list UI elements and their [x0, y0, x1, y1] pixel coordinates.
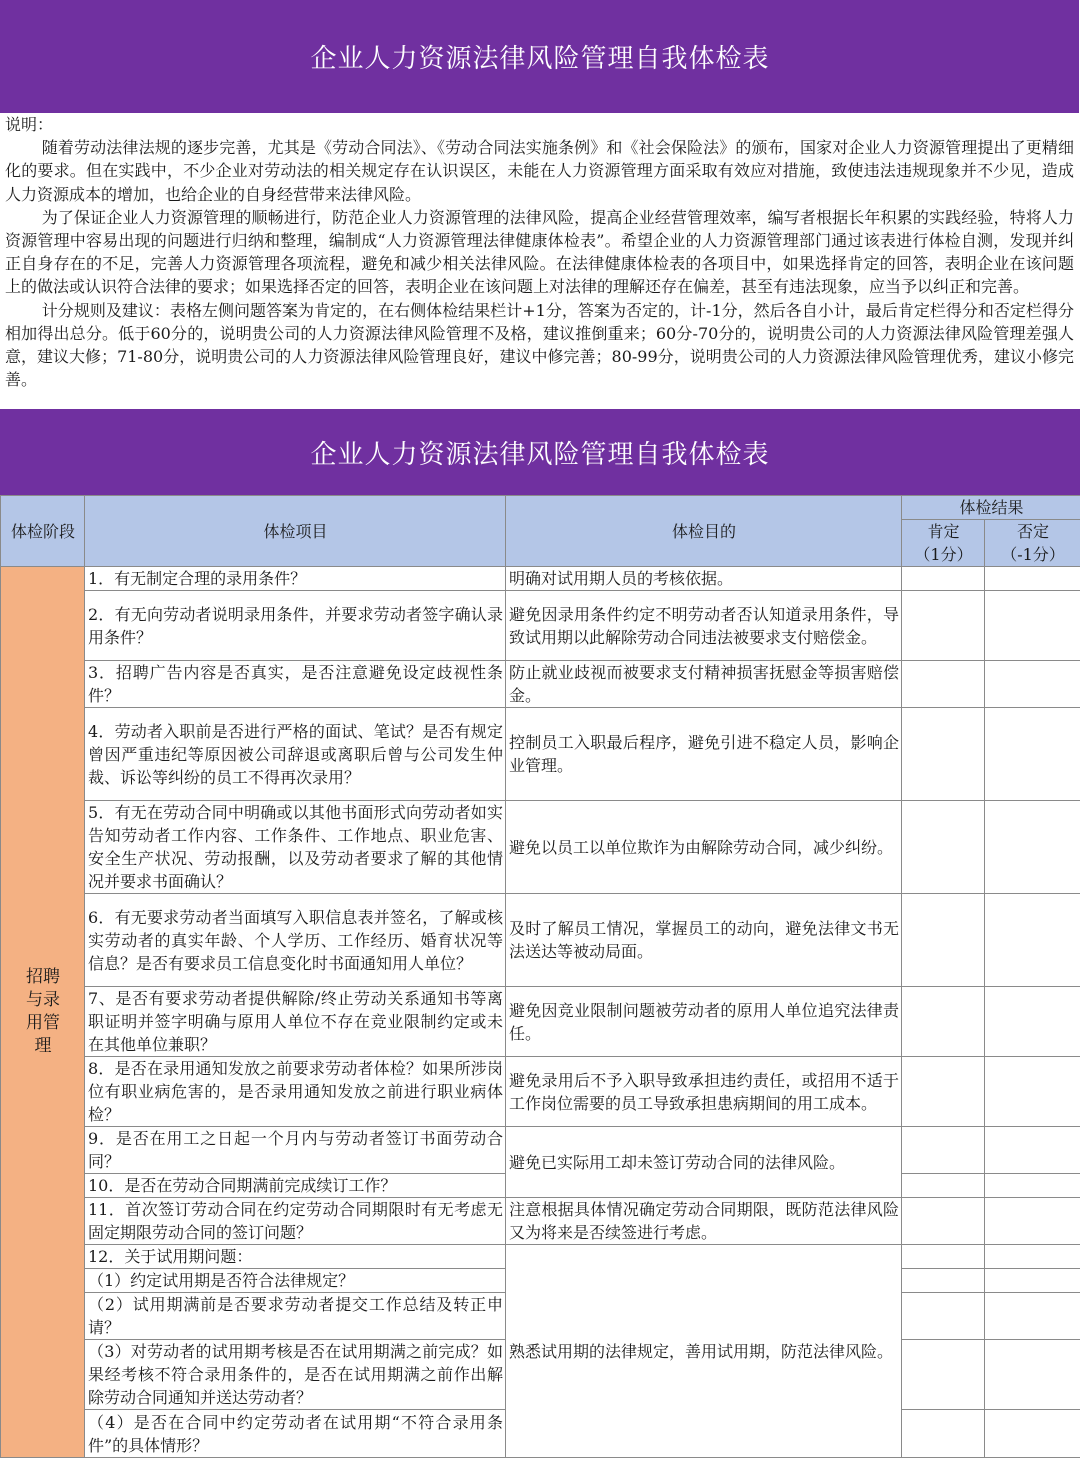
table-row	[1, 591, 1080, 661]
negative-score-cell[interactable]	[985, 1057, 1080, 1127]
item-cell: 2．有无向劳动者说明录用条件，并要求劳动者签字确认录用条件？	[85, 591, 506, 661]
negative-score-cell[interactable]	[985, 1245, 1080, 1269]
purpose-cell: 及时了解员工情况，掌握员工的动向，避免法律文书无法送达等被动局面。	[506, 894, 902, 987]
table-row	[1, 661, 1080, 708]
negative-score-cell[interactable]	[985, 1410, 1080, 1458]
header-item: 体检项目	[85, 496, 506, 567]
positive-score-cell[interactable]	[902, 708, 985, 801]
positive-score-cell[interactable]	[902, 1174, 985, 1198]
table-row	[1, 1057, 1080, 1127]
item-cell: 11．首次签订劳动合同在约定劳动合同期限时有无考虑无固定期限劳动合同的签订问题？	[85, 1198, 506, 1245]
item-cell: （3）对劳动者的试用期考核是否在试用期满之前完成？如果经考核不符合录用条件的，是否在试用期满之前作出解除劳动合同通知并送达劳动者？	[85, 1340, 506, 1410]
negative-score-cell[interactable]	[985, 708, 1080, 801]
page-title: 企业人力资源法律风险管理自我体检表	[310, 38, 769, 75]
purpose-cell: 注意根据具体情况确定劳动合同期限，既防范法律风险又为将来是否续签进行考虑。	[506, 1198, 902, 1245]
positive-score-cell[interactable]	[902, 894, 985, 987]
header-positive-name: 肯定	[905, 520, 982, 543]
instructions-section	[0, 113, 1080, 409]
negative-score-cell[interactable]	[985, 661, 1080, 708]
header-positive	[902, 520, 985, 567]
purpose-cell: 明确对试用期人员的考核依据。	[506, 567, 902, 591]
item-cell: （1）约定试用期是否符合法律规定？	[85, 1269, 506, 1293]
negative-score-cell[interactable]	[985, 1174, 1080, 1198]
header-negative-name: 否定	[988, 520, 1078, 543]
positive-score-cell[interactable]	[902, 567, 985, 591]
negative-score-cell[interactable]	[985, 987, 1080, 1057]
positive-score-cell[interactable]	[902, 661, 985, 708]
purpose-cell: 避免已实际用工却未签订劳动合同的法律风险。	[506, 1127, 902, 1198]
purpose-cell: 避免录用后不予入职导致承担违约责任，或招用不适于工作岗位需要的员工导致承担患病期间的用工成本。	[506, 1057, 902, 1127]
item-cell: 8．是否在录用通知发放之前要求劳动者体检？如果所涉岗位有职业病危害的，是否录用通知发放之前进行职业病体检？	[85, 1057, 506, 1127]
instructions-label: 说明：	[5, 113, 1074, 136]
negative-score-cell[interactable]	[985, 1340, 1080, 1410]
item-cell: 5．有无在劳动合同中明确或以其他书面形式向劳动者如实告知劳动者工作内容、工作条件、工作地点、职业危害、安全生产状况、劳动报酬，以及劳动者要求了解的其他情况并要求书面确认？	[85, 801, 506, 894]
positive-score-cell[interactable]	[902, 591, 985, 661]
positive-score-cell[interactable]	[902, 1057, 985, 1127]
stage-cell	[1, 567, 85, 1458]
table-row	[1, 894, 1080, 987]
item-cell: （2）试用期满前是否要求劳动者提交工作总结及转正申请？	[85, 1293, 506, 1340]
checklist-table	[0, 495, 1080, 1458]
negative-score-cell[interactable]	[985, 1127, 1080, 1174]
table-header-row	[1, 496, 1080, 520]
table-row	[1, 1127, 1080, 1174]
purpose-cell: 避免因录用条件约定不明劳动者否认知道录用条件，导致试用期以此解除劳动合同违法被要求支付赔偿金。	[506, 591, 902, 661]
positive-score-cell[interactable]	[902, 1198, 985, 1245]
table-row	[1, 708, 1080, 801]
positive-score-cell[interactable]	[902, 987, 985, 1057]
instructions-paragraph: 为了保证企业人力资源管理的顺畅进行，防范企业人力资源管理的法律风险，提高企业经营管理效率，编写者根据长年积累的实践经验，特将人力资源管理中容易出现的问题进行归纳和整理，编制成“人力资源管理法律健康体检表”。希望企业的人力资源管理部门通过该表进行体检自测，发现并纠正自身存在的不足，完善人力资源管理各项流程，避免和减少相关法律风险。在法律健康体检表的各项目中，如果选择肯定的回答，表明企业在该问题上的做法或认识符合法律的要求；如果选择否定的回答，表明企业在该问题上对法律的理解还存在偏差，甚至有违法现象，应当予以纠正和完善。	[5, 206, 1074, 299]
positive-score-cell[interactable]	[902, 1269, 985, 1293]
table-row	[1, 987, 1080, 1057]
item-cell: 12．关于试用期问题：	[85, 1245, 506, 1269]
purpose-cell: 熟悉试用期的法律规定，善用试用期，防范法律风险。	[506, 1245, 902, 1458]
negative-score-cell[interactable]	[985, 894, 1080, 987]
header-purpose: 体检目的	[506, 496, 902, 567]
table-row	[1, 1198, 1080, 1245]
positive-score-cell[interactable]	[902, 1293, 985, 1340]
header-negative-score: （-1分）	[988, 543, 1078, 566]
instructions-paragraph: 计分规则及建议：表格左侧问题答案为肯定的，在右侧体检结果栏计+1分，答案为否定的，计-1分，然后各自小计，最后肯定栏得分和否定栏得分相加得出总分。低于60分的，说明贵公司的人力资源法律风险管理不及格，建议推倒重来；60分-70分的，说明贵公司的人力资源法律风险管理差强人意，建议大修；71-80分，说明贵公司的人力资源法律风险管理良好，建议中修完善；80-99分，说明贵公司的人力资源法律风险管理优秀，建议小修完善。	[5, 299, 1074, 392]
item-cell: 9．是否在用工之日起一个月内与劳动者签订书面劳动合同？	[85, 1127, 506, 1174]
negative-score-cell[interactable]	[985, 1293, 1080, 1340]
item-cell: 4．劳动者入职前是否进行严格的面试、笔试？是否有规定曾因严重违纪等原因被公司辞退或离职后曾与公司发生仲裁、诉讼等纠纷的员工不得再次录用？	[85, 708, 506, 801]
table-title: 企业人力资源法律风险管理自我体检表	[310, 434, 769, 471]
negative-score-cell[interactable]	[985, 1198, 1080, 1245]
item-cell: 6．有无要求劳动者当面填写入职信息表并签名，了解或核实劳动者的真实年龄、个人学历、工作经历、婚育状况等信息？是否有要求员工信息变化时书面通知用人单位？	[85, 894, 506, 987]
page-header	[0, 0, 1080, 113]
purpose-cell: 避免以员工以单位欺诈为由解除劳动合同，减少纠纷。	[506, 801, 902, 894]
item-cell: 3．招聘广告内容是否真实，是否注意避免设定歧视性条件？	[85, 661, 506, 708]
purpose-cell: 避免因竞业限制问题被劳动者的原用人单位追究法律责任。	[506, 987, 902, 1057]
header-result: 体检结果	[902, 496, 1080, 520]
table-row	[1, 1245, 1080, 1269]
header-negative	[985, 520, 1080, 567]
stage-label: 招聘与录用管理	[23, 966, 63, 1058]
negative-score-cell[interactable]	[985, 567, 1080, 591]
positive-score-cell[interactable]	[902, 1340, 985, 1410]
item-cell: 7、是否有要求劳动者提供解除/终止劳动关系通知书等离职证明并签字明确与原用人单位不存在竞业限制约定或未在其他单位兼职？	[85, 987, 506, 1057]
table-row	[1, 801, 1080, 894]
item-cell: （4）是否在合同中约定劳动者在试用期“不符合录用条件”的具体情形？	[85, 1410, 506, 1458]
item-cell: 10．是否在劳动合同期满前完成续订工作？	[85, 1174, 506, 1198]
positive-score-cell[interactable]	[902, 801, 985, 894]
table-row	[1, 567, 1080, 591]
negative-score-cell[interactable]	[985, 1269, 1080, 1293]
positive-score-cell[interactable]	[902, 1127, 985, 1174]
purpose-cell: 控制员工入职最后程序，避免引进不稳定人员，影响企业管理。	[506, 708, 902, 801]
negative-score-cell[interactable]	[985, 591, 1080, 661]
header-stage: 体检阶段	[1, 496, 85, 567]
positive-score-cell[interactable]	[902, 1245, 985, 1269]
table-title-banner	[0, 409, 1080, 495]
negative-score-cell[interactable]	[985, 801, 1080, 894]
positive-score-cell[interactable]	[902, 1410, 985, 1458]
instructions-paragraph: 随着劳动法律法规的逐步完善，尤其是《劳动合同法》、《劳动合同法实施条例》和《社会保险法》的颁布，国家对企业人力资源管理提出了更精细化的要求。但在实践中，不少企业对劳动法的相关规定存在认识误区，未能在人力资源管理方面采取有效应对措施，致使违法违规现象并不少见，造成人力资源成本的增加，也给企业的自身经营带来法律风险。	[5, 136, 1074, 206]
item-cell: 1．有无制定合理的录用条件？	[85, 567, 506, 591]
header-positive-score: （1分）	[905, 543, 982, 566]
purpose-cell: 防止就业歧视而被要求支付精神损害抚慰金等损害赔偿金。	[506, 661, 902, 708]
